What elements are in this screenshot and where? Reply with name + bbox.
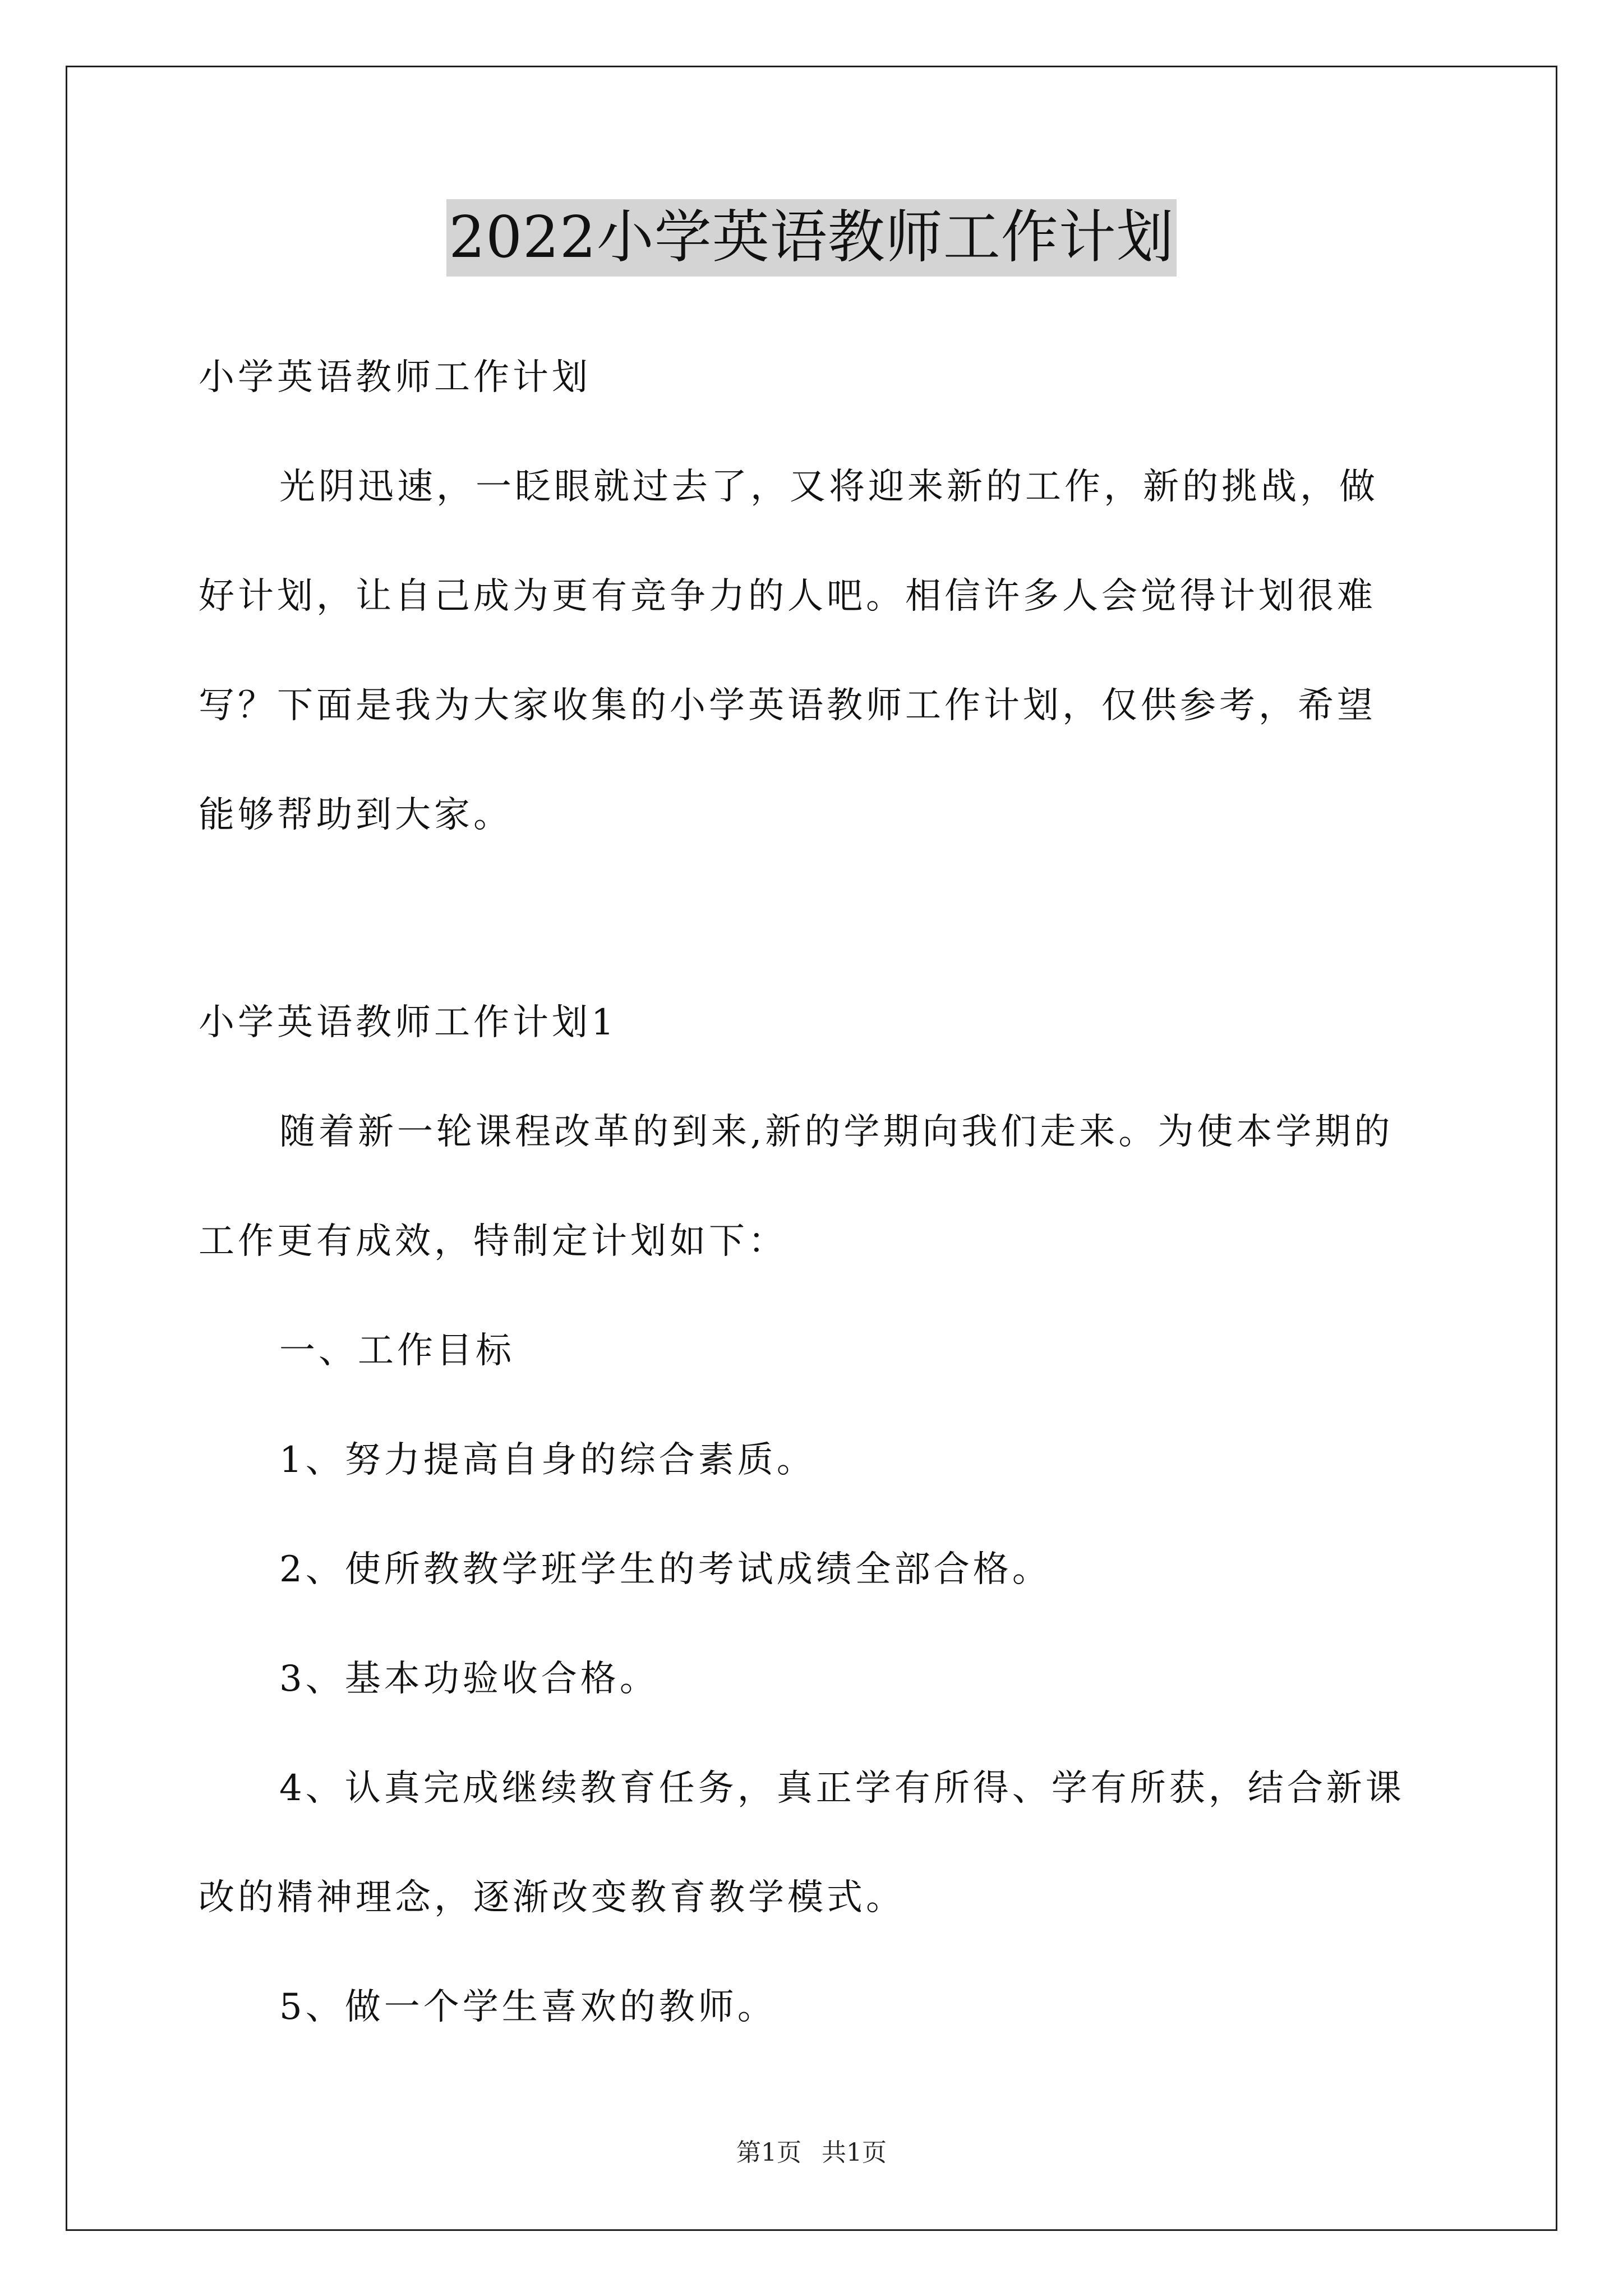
goal-item-continuation: 改的精神理念，逐渐改变教育教学模式。 xyxy=(199,1877,905,1918)
page-number: 第1页 xyxy=(736,2138,801,2167)
goal-item: 1、努力提高自身的综合素质。 xyxy=(279,1439,816,1481)
goal-item: 4、认真完成继续教育任务，真正学有所得、学有所获，结合新课 xyxy=(279,1768,1405,1809)
goals-heading: 一、工作目标 xyxy=(279,1330,515,1372)
intro-paragraph-line: 好计划，让自己成为更有竞争力的人吧。相信许多人会觉得计划很难 xyxy=(199,576,1376,617)
goal-item: 3、基本功验收合格。 xyxy=(279,1658,659,1700)
goal-item: 5、做一个学生喜欢的教师。 xyxy=(279,1986,777,2028)
intro-paragraph-line: 写？下面是我为大家收集的小学英语教师工作计划，仅供参考，希望 xyxy=(199,685,1376,726)
body-paragraph-line: 随着新一轮课程改革的到来,新的学期向我们走来。为使本学期的 xyxy=(279,1111,1394,1153)
body-paragraph-line: 工作更有成效，特制定计划如下： xyxy=(199,1221,787,1262)
title-container xyxy=(0,199,1623,277)
document-title: 2022小学英语教师工作计划 xyxy=(446,199,1177,277)
page-total: 共1页 xyxy=(822,2138,887,2167)
subtitle: 小学英语教师工作计划 xyxy=(199,357,591,398)
goal-item: 2、使所教教学班学生的考试成绩全部合格。 xyxy=(279,1549,1052,1590)
intro-paragraph-line: 能够帮助到大家。 xyxy=(199,794,513,836)
page-footer xyxy=(0,2137,1623,2169)
intro-paragraph-line: 光阴迅速，一眨眼就过去了，又将迎来新的工作，新的挑战，做 xyxy=(279,466,1378,508)
section-heading: 小学英语教师工作计划1 xyxy=(199,1002,617,1043)
